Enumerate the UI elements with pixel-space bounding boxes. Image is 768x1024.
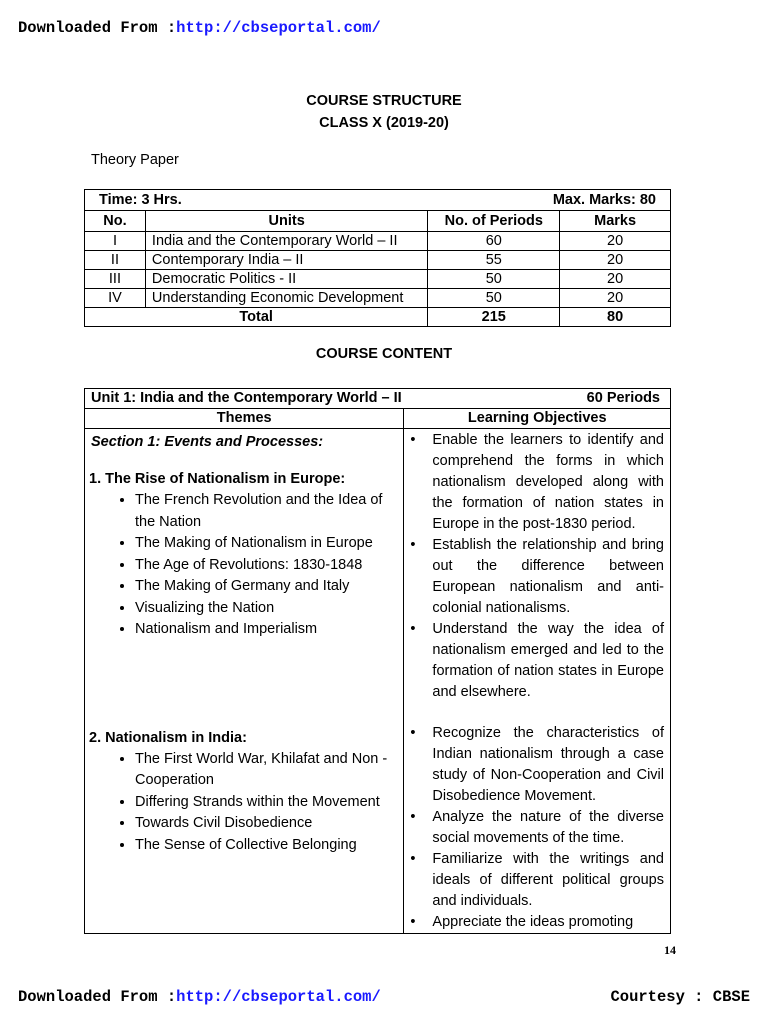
table-row bbox=[85, 232, 671, 251]
row-periods: 50 bbox=[428, 270, 560, 289]
marks-table-top-header bbox=[85, 190, 671, 211]
objectives-list bbox=[404, 430, 670, 703]
col-units: Units bbox=[145, 211, 427, 232]
marks-table bbox=[84, 189, 671, 327]
themes-cell bbox=[85, 429, 404, 934]
row-no: I bbox=[85, 232, 146, 251]
courtesy-label: Courtesy : CBSE bbox=[610, 988, 750, 1006]
download-header bbox=[18, 19, 381, 37]
download-link[interactable]: http://cbseportal.com/ bbox=[176, 988, 381, 1006]
max-marks-label: Max. Marks: 80 bbox=[552, 192, 656, 208]
content-body-row bbox=[85, 429, 671, 934]
objectives-list bbox=[404, 723, 670, 933]
class-title: CLASS X (2019-20) bbox=[319, 115, 449, 131]
row-unit: Understanding Economic Development bbox=[145, 289, 427, 308]
objectives-cell bbox=[404, 429, 671, 934]
row-marks: 20 bbox=[560, 251, 671, 270]
list-item: • The Making of Germany and Italy bbox=[135, 576, 403, 598]
list-item: • Nationalism and Imperialism bbox=[135, 619, 403, 641]
row-periods: 55 bbox=[428, 251, 560, 270]
list-item: • Analyze the nature of the diverse social movements of the time. bbox=[432, 807, 670, 849]
row-no: II bbox=[85, 251, 146, 270]
topic-title: 1. The Rise of Nationalism in Europe: bbox=[89, 471, 346, 487]
topic-list bbox=[85, 490, 403, 641]
col-periods: No. of Periods bbox=[428, 211, 560, 232]
list-item: • Differing Strands within the Movement bbox=[135, 792, 403, 814]
list-item: • The Age of Revolutions: 1830-1848 bbox=[135, 555, 403, 577]
list-item: • Towards Civil Disobedience bbox=[135, 813, 403, 835]
row-no: III bbox=[85, 270, 146, 289]
list-item: • Establish the relationship and bring out the difference between European nationalism and anti-colonial nationalisms. bbox=[432, 535, 670, 619]
topic-title: 2. Nationalism in India: bbox=[89, 729, 247, 746]
row-periods: 50 bbox=[428, 289, 560, 308]
row-marks: 20 bbox=[560, 289, 671, 308]
table-row bbox=[85, 289, 671, 308]
table-row bbox=[85, 270, 671, 289]
row-marks: 20 bbox=[560, 270, 671, 289]
unit-title: Unit 1: India and the Contemporary World – II bbox=[91, 390, 402, 406]
list-item: • Enable the learners to identify and comprehend the forms in which nationalism developed along with the formation of nation states in Europe in the post-1830 period. bbox=[432, 430, 670, 535]
row-marks: 20 bbox=[560, 232, 671, 251]
col-marks: Marks bbox=[560, 211, 671, 232]
total-label: Total bbox=[85, 308, 428, 327]
list-item: • Appreciate the ideas promoting bbox=[432, 912, 670, 933]
total-marks: 80 bbox=[560, 308, 671, 327]
list-item: • The First World War, Khilafat and Non - Cooperation bbox=[135, 749, 403, 792]
row-unit: India and the Contemporary World – II bbox=[145, 232, 427, 251]
total-periods: 215 bbox=[428, 308, 560, 327]
columns-header-row bbox=[85, 409, 671, 429]
row-unit: Democratic Politics - II bbox=[145, 270, 427, 289]
course-content-title: COURSE CONTENT bbox=[315, 346, 453, 362]
download-prefix: Downloaded From : bbox=[18, 988, 177, 1006]
list-item: • The French Revolution and the Idea of the Nation bbox=[135, 490, 403, 533]
row-periods: 60 bbox=[428, 232, 560, 251]
unit-periods: 60 Periods bbox=[586, 390, 660, 406]
download-prefix: Downloaded From : bbox=[18, 19, 177, 37]
course-structure-title: COURSE STRUCTURE bbox=[306, 93, 462, 109]
list-item: • The Sense of Collective Belonging bbox=[135, 835, 403, 857]
topic-list bbox=[85, 749, 403, 857]
download-link[interactable]: http://cbseportal.com/ bbox=[176, 19, 381, 37]
row-no: IV bbox=[85, 289, 146, 308]
list-item: • Familiarize with the writings and ideals of different political groups and individuals. bbox=[432, 849, 670, 912]
theory-paper-label: Theory Paper bbox=[91, 152, 179, 168]
section-title: Section 1: Events and Processes: bbox=[91, 434, 324, 450]
unit-header-row bbox=[85, 389, 671, 409]
page-number: 14 bbox=[664, 943, 676, 957]
marks-table-header bbox=[85, 211, 671, 232]
themes-header: Themes bbox=[85, 409, 404, 429]
table-row bbox=[85, 251, 671, 270]
time-label: Time: 3 Hrs. bbox=[99, 192, 182, 208]
list-item: • Visualizing the Nation bbox=[135, 598, 403, 620]
list-item: • The Making of Nationalism in Europe bbox=[135, 533, 403, 555]
col-no: No. bbox=[85, 211, 146, 232]
content-table bbox=[84, 388, 671, 934]
row-unit: Contemporary India – II bbox=[145, 251, 427, 270]
download-footer bbox=[18, 988, 381, 1006]
objectives-header: Learning Objectives bbox=[404, 409, 671, 429]
list-item: • Recognize the characteristics of Indian nationalism through a case study of Non-Cooperation and Civil Disobedience Movement. bbox=[432, 723, 670, 807]
total-row bbox=[85, 308, 671, 327]
list-item: • Understand the way the idea of nationalism emerged and led to the formation of nation states in Europe and elsewhere. bbox=[432, 619, 670, 703]
